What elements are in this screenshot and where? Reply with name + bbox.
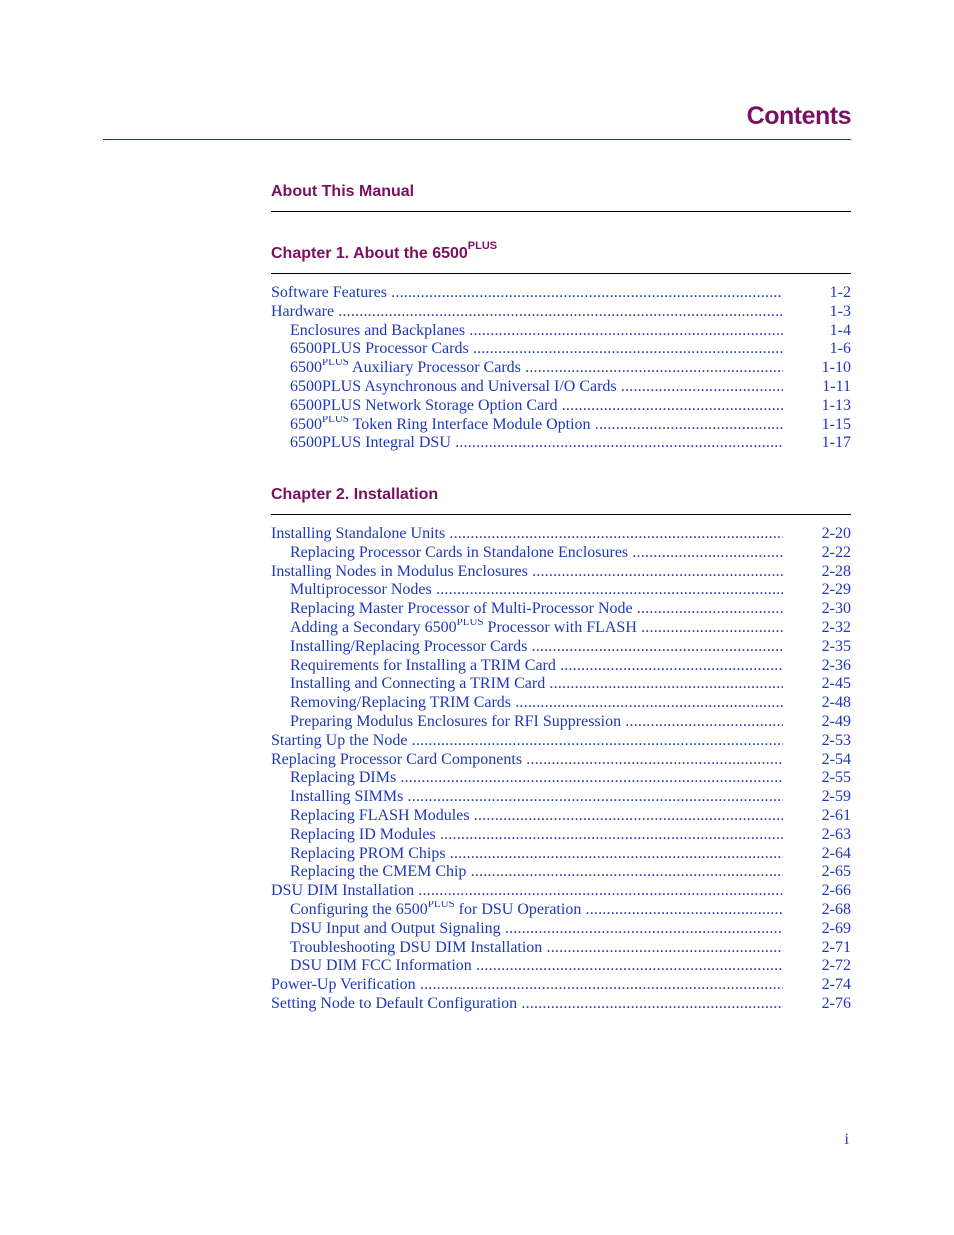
toc-entry-page[interactable]: 2-32: [821, 618, 851, 636]
toc-entry-title[interactable]: [290, 826, 783, 845]
toc-entry-title[interactable]: [290, 939, 783, 958]
toc-entry-title[interactable]: [290, 600, 783, 619]
toc-entry-title[interactable]: [290, 581, 783, 600]
toc-entry-title-text: Installing SIMMs: [290, 788, 404, 806]
toc-entry-title-text: Replacing Master Processor of Multi-Processor Node: [290, 600, 633, 618]
toc-entry-page[interactable]: 1-4: [829, 321, 851, 339]
toc-entry-title[interactable]: [271, 303, 783, 322]
toc-entry-page[interactable]: 2-55: [821, 769, 851, 787]
toc-entry[interactable]: [271, 957, 851, 976]
toc-entry[interactable]: [271, 845, 851, 864]
toc-entry-page[interactable]: 2-54: [821, 750, 851, 768]
toc-entry-title-text: Installing Nodes in Modulus Enclosures: [271, 562, 528, 580]
toc-entry[interactable]: [271, 581, 851, 600]
toc-entry-page[interactable]: 2-35: [821, 637, 851, 655]
toc-entry-page[interactable]: 2-72: [821, 957, 851, 975]
toc-entry-title[interactable]: [290, 657, 783, 676]
toc-entry-page[interactable]: 2-36: [821, 656, 851, 674]
toc-entry-title-text: Power-Up Verification: [271, 976, 416, 994]
toc-entry-title[interactable]: [290, 769, 783, 788]
toc-entry[interactable]: [271, 694, 851, 713]
section-heading-about[interactable]: About This Manual: [271, 183, 415, 200]
toc-entry-title[interactable]: [290, 340, 783, 359]
toc-entry[interactable]: [271, 638, 851, 657]
page-title: Contents: [746, 102, 851, 130]
toc-entry[interactable]: [271, 675, 851, 694]
toc-entry-page[interactable]: 2-71: [821, 938, 851, 956]
toc-entry-title-text: Replacing ID Modules: [290, 825, 436, 843]
toc-entry-page[interactable]: 2-48: [821, 694, 851, 712]
toc-entry-page[interactable]: 2-59: [821, 788, 851, 806]
toc-entry[interactable]: [271, 397, 851, 416]
toc-list-chapter-1: [271, 284, 851, 453]
toc-entry[interactable]: [271, 619, 851, 638]
toc-entry-title[interactable]: [290, 619, 783, 638]
toc-entry-title-text: Software Features: [271, 284, 387, 301]
toc-entry-title-text: Replacing DIMs: [290, 769, 397, 787]
toc-entry-title-text: 6500: [290, 359, 322, 377]
toc-entry-title[interactable]: [271, 732, 783, 751]
toc-entry-page[interactable]: 2-64: [821, 844, 851, 862]
toc-entry[interactable]: [271, 920, 851, 939]
toc-entry[interactable]: [271, 769, 851, 788]
toc-entry-superscript: PLUS: [456, 618, 484, 628]
toc-entry[interactable]: [271, 340, 851, 359]
toc-entry-title-text: Starting Up the Node: [271, 731, 408, 749]
toc-entry-title[interactable]: [290, 901, 783, 920]
toc-entry-title[interactable]: [271, 525, 783, 544]
toc-entry-title-text: Troubleshooting DSU DIM Installation: [290, 938, 543, 956]
toc-entry-title[interactable]: [271, 976, 783, 995]
toc-entry-title[interactable]: [271, 882, 783, 901]
toc-entry-superscript: PLUS: [322, 415, 349, 425]
toc-entry[interactable]: [271, 713, 851, 732]
section-heading-chapter-2[interactable]: Chapter 2. Installation: [271, 486, 439, 503]
toc-entry[interactable]: [271, 882, 851, 901]
toc-entry[interactable]: [271, 939, 851, 958]
toc-entry-page[interactable]: 2-66: [821, 882, 851, 900]
section-rule: [271, 211, 851, 212]
section-about: [271, 181, 851, 212]
toc-entry-title[interactable]: [290, 638, 783, 657]
toc-entry-page[interactable]: 1-13: [821, 396, 851, 414]
toc-entry[interactable]: [271, 416, 851, 435]
toc-entry-page[interactable]: 1-17: [821, 434, 851, 452]
toc-entry-title-text: Enclosures and Backplanes: [290, 321, 466, 339]
toc-entry[interactable]: [271, 303, 851, 322]
toc-entry[interactable]: [271, 600, 851, 619]
toc-entry[interactable]: [271, 863, 851, 882]
toc-entry-title[interactable]: [290, 544, 783, 563]
toc-entry[interactable]: [271, 751, 851, 770]
toc-entry[interactable]: [271, 732, 851, 751]
toc-list-chapter-2: [271, 525, 851, 1014]
toc-entry-page[interactable]: 2-76: [821, 994, 851, 1012]
toc-entry-page[interactable]: 2-65: [821, 863, 851, 881]
toc-entry-page[interactable]: 2-28: [821, 562, 851, 580]
toc-entry-page[interactable]: 1-3: [829, 302, 851, 320]
toc-entry-page[interactable]: 2-61: [821, 806, 851, 824]
toc-entry-title-text: Replacing the CMEM Chip: [290, 863, 467, 881]
toc-entry-title[interactable]: [290, 957, 783, 976]
toc-entry-title-text: Multiprocessor Nodes: [290, 581, 432, 599]
toc-entry-page[interactable]: 2-30: [821, 600, 851, 618]
toc-entry-title[interactable]: [271, 751, 783, 770]
toc-entry[interactable]: [271, 657, 851, 676]
toc-entry[interactable]: [271, 826, 851, 845]
toc-entry-page[interactable]: 2-20: [821, 525, 851, 542]
toc-entry-page[interactable]: 1-10: [821, 359, 851, 377]
toc-entry[interactable]: [271, 544, 851, 563]
section-rule: [271, 273, 851, 274]
toc-entry-page[interactable]: 2-69: [821, 919, 851, 937]
toc-entry-title[interactable]: [290, 359, 783, 378]
toc-entry-title-text: 6500PLUS Asynchronous and Universal I/O Cards: [290, 377, 617, 395]
toc-entry-title[interactable]: [290, 863, 783, 882]
toc-entry-title-text: Replacing Processor Card Components: [271, 750, 523, 768]
toc-entry[interactable]: [271, 434, 851, 453]
toc-entry-title-text: DSU Input and Output Signaling: [290, 919, 501, 937]
section-rule: [271, 514, 851, 515]
toc-entry-title-text: Hardware: [271, 302, 335, 320]
toc-entry-title-text: Replacing Processor Cards in Standalone Enclosures: [290, 543, 629, 561]
toc-entry-page[interactable]: 2-53: [821, 731, 851, 749]
title-rule: [103, 139, 851, 140]
toc-entry-title[interactable]: [290, 434, 783, 453]
toc-entry-title-text: Preparing Modulus Enclosures for RFI Suppression: [290, 712, 622, 730]
toc-entry-title-text: Installing/Replacing Processor Cards: [290, 637, 528, 655]
toc-entry-superscript: PLUS: [427, 900, 455, 910]
toc-entry[interactable]: [271, 976, 851, 995]
toc-entry-title[interactable]: [271, 995, 783, 1014]
toc-entry-title-text: Replacing FLASH Modules: [290, 806, 470, 824]
toc-entry-title-text: Adding a Secondary 6500: [290, 618, 457, 636]
toc-entry-title[interactable]: [290, 378, 783, 397]
toc-entry-title-text: DSU DIM FCC Information: [290, 957, 472, 975]
toc-entry-title-text: Setting Node to Default Configuration: [271, 994, 518, 1012]
toc-entry-title-text: 6500PLUS Processor Cards: [290, 340, 469, 358]
toc-entry-title[interactable]: [290, 788, 783, 807]
toc-entry[interactable]: [271, 378, 851, 397]
toc-entry-title[interactable]: [290, 713, 783, 732]
toc-entry-title-text: Installing Standalone Units: [271, 525, 446, 542]
toc-entry-title[interactable]: [290, 845, 783, 864]
toc-entry[interactable]: [271, 284, 851, 303]
toc-entry-superscript: PLUS: [322, 359, 349, 369]
toc-entry-page[interactable]: 2-29: [821, 581, 851, 599]
section-chapter-2: [271, 484, 851, 1014]
toc-entry[interactable]: [271, 995, 851, 1014]
toc-entry-page[interactable]: 2-49: [821, 712, 851, 730]
toc-entry-title-text: 6500PLUS Integral DSU: [290, 434, 451, 452]
toc-entry-page[interactable]: 1-11: [822, 377, 851, 395]
toc-entry-title-text: DSU DIM Installation: [271, 882, 415, 900]
toc-entry[interactable]: [271, 322, 851, 341]
toc-entry-title-text: 6500PLUS Network Storage Option Card: [290, 396, 558, 414]
toc-entry-title[interactable]: [290, 416, 783, 435]
toc-entry-title-text: Replacing PROM Chips: [290, 844, 446, 862]
toc-entry[interactable]: [271, 359, 851, 378]
toc-entry-title-text: Token Ring Interface Module Option: [348, 415, 591, 433]
toc-entry-page[interactable]: 1-2: [829, 284, 851, 301]
toc-entry-title-text: 6500: [290, 415, 322, 433]
toc-entry-title[interactable]: [271, 284, 783, 303]
section-heading-chapter-1[interactable]: [271, 240, 851, 265]
toc-entry-title[interactable]: [271, 563, 783, 582]
toc-entry-page[interactable]: 2-68: [821, 900, 851, 918]
page-number: i: [844, 1131, 849, 1148]
chapter-1-heading-sup: PLUS: [467, 240, 498, 252]
toc-entry-page[interactable]: 2-22: [821, 543, 851, 561]
toc-entry[interactable]: [271, 901, 851, 920]
toc-entry-page[interactable]: 2-74: [821, 976, 851, 994]
toc-entry-title-text: Configuring the 6500: [290, 900, 428, 918]
toc-entry-title-text: Requirements for Installing a TRIM Card: [290, 656, 556, 674]
toc-entry-title[interactable]: [290, 694, 783, 713]
toc-entry[interactable]: [271, 525, 851, 544]
toc-entry[interactable]: [271, 807, 851, 826]
toc-entry-title-text: Auxiliary Processor Cards: [348, 359, 521, 377]
toc-entry-title-text: Installing and Connecting a TRIM Card: [290, 675, 546, 693]
toc-entry[interactable]: [271, 563, 851, 582]
toc-entry-page[interactable]: 2-63: [821, 825, 851, 843]
toc-entry-title[interactable]: [290, 675, 783, 694]
toc-entry-title-text: Processor with FLASH: [483, 618, 637, 636]
toc-entry-title[interactable]: [290, 807, 783, 826]
toc-entry-title-text: for DSU Operation: [454, 900, 582, 918]
chapter-1-heading-text: Chapter 1. About the 6500: [271, 245, 468, 262]
toc-entry-title[interactable]: [290, 920, 783, 939]
toc-entry-title-text: Removing/Replacing TRIM Cards: [290, 694, 512, 712]
toc-entry-page[interactable]: 1-6: [829, 340, 851, 358]
toc-entry-page[interactable]: 2-45: [821, 675, 851, 693]
toc-entry[interactable]: [271, 788, 851, 807]
section-chapter-1: [271, 240, 851, 453]
toc-entry-title[interactable]: [290, 397, 783, 416]
toc-entry-title[interactable]: [290, 322, 783, 341]
toc-entry-page[interactable]: 1-15: [821, 415, 851, 433]
